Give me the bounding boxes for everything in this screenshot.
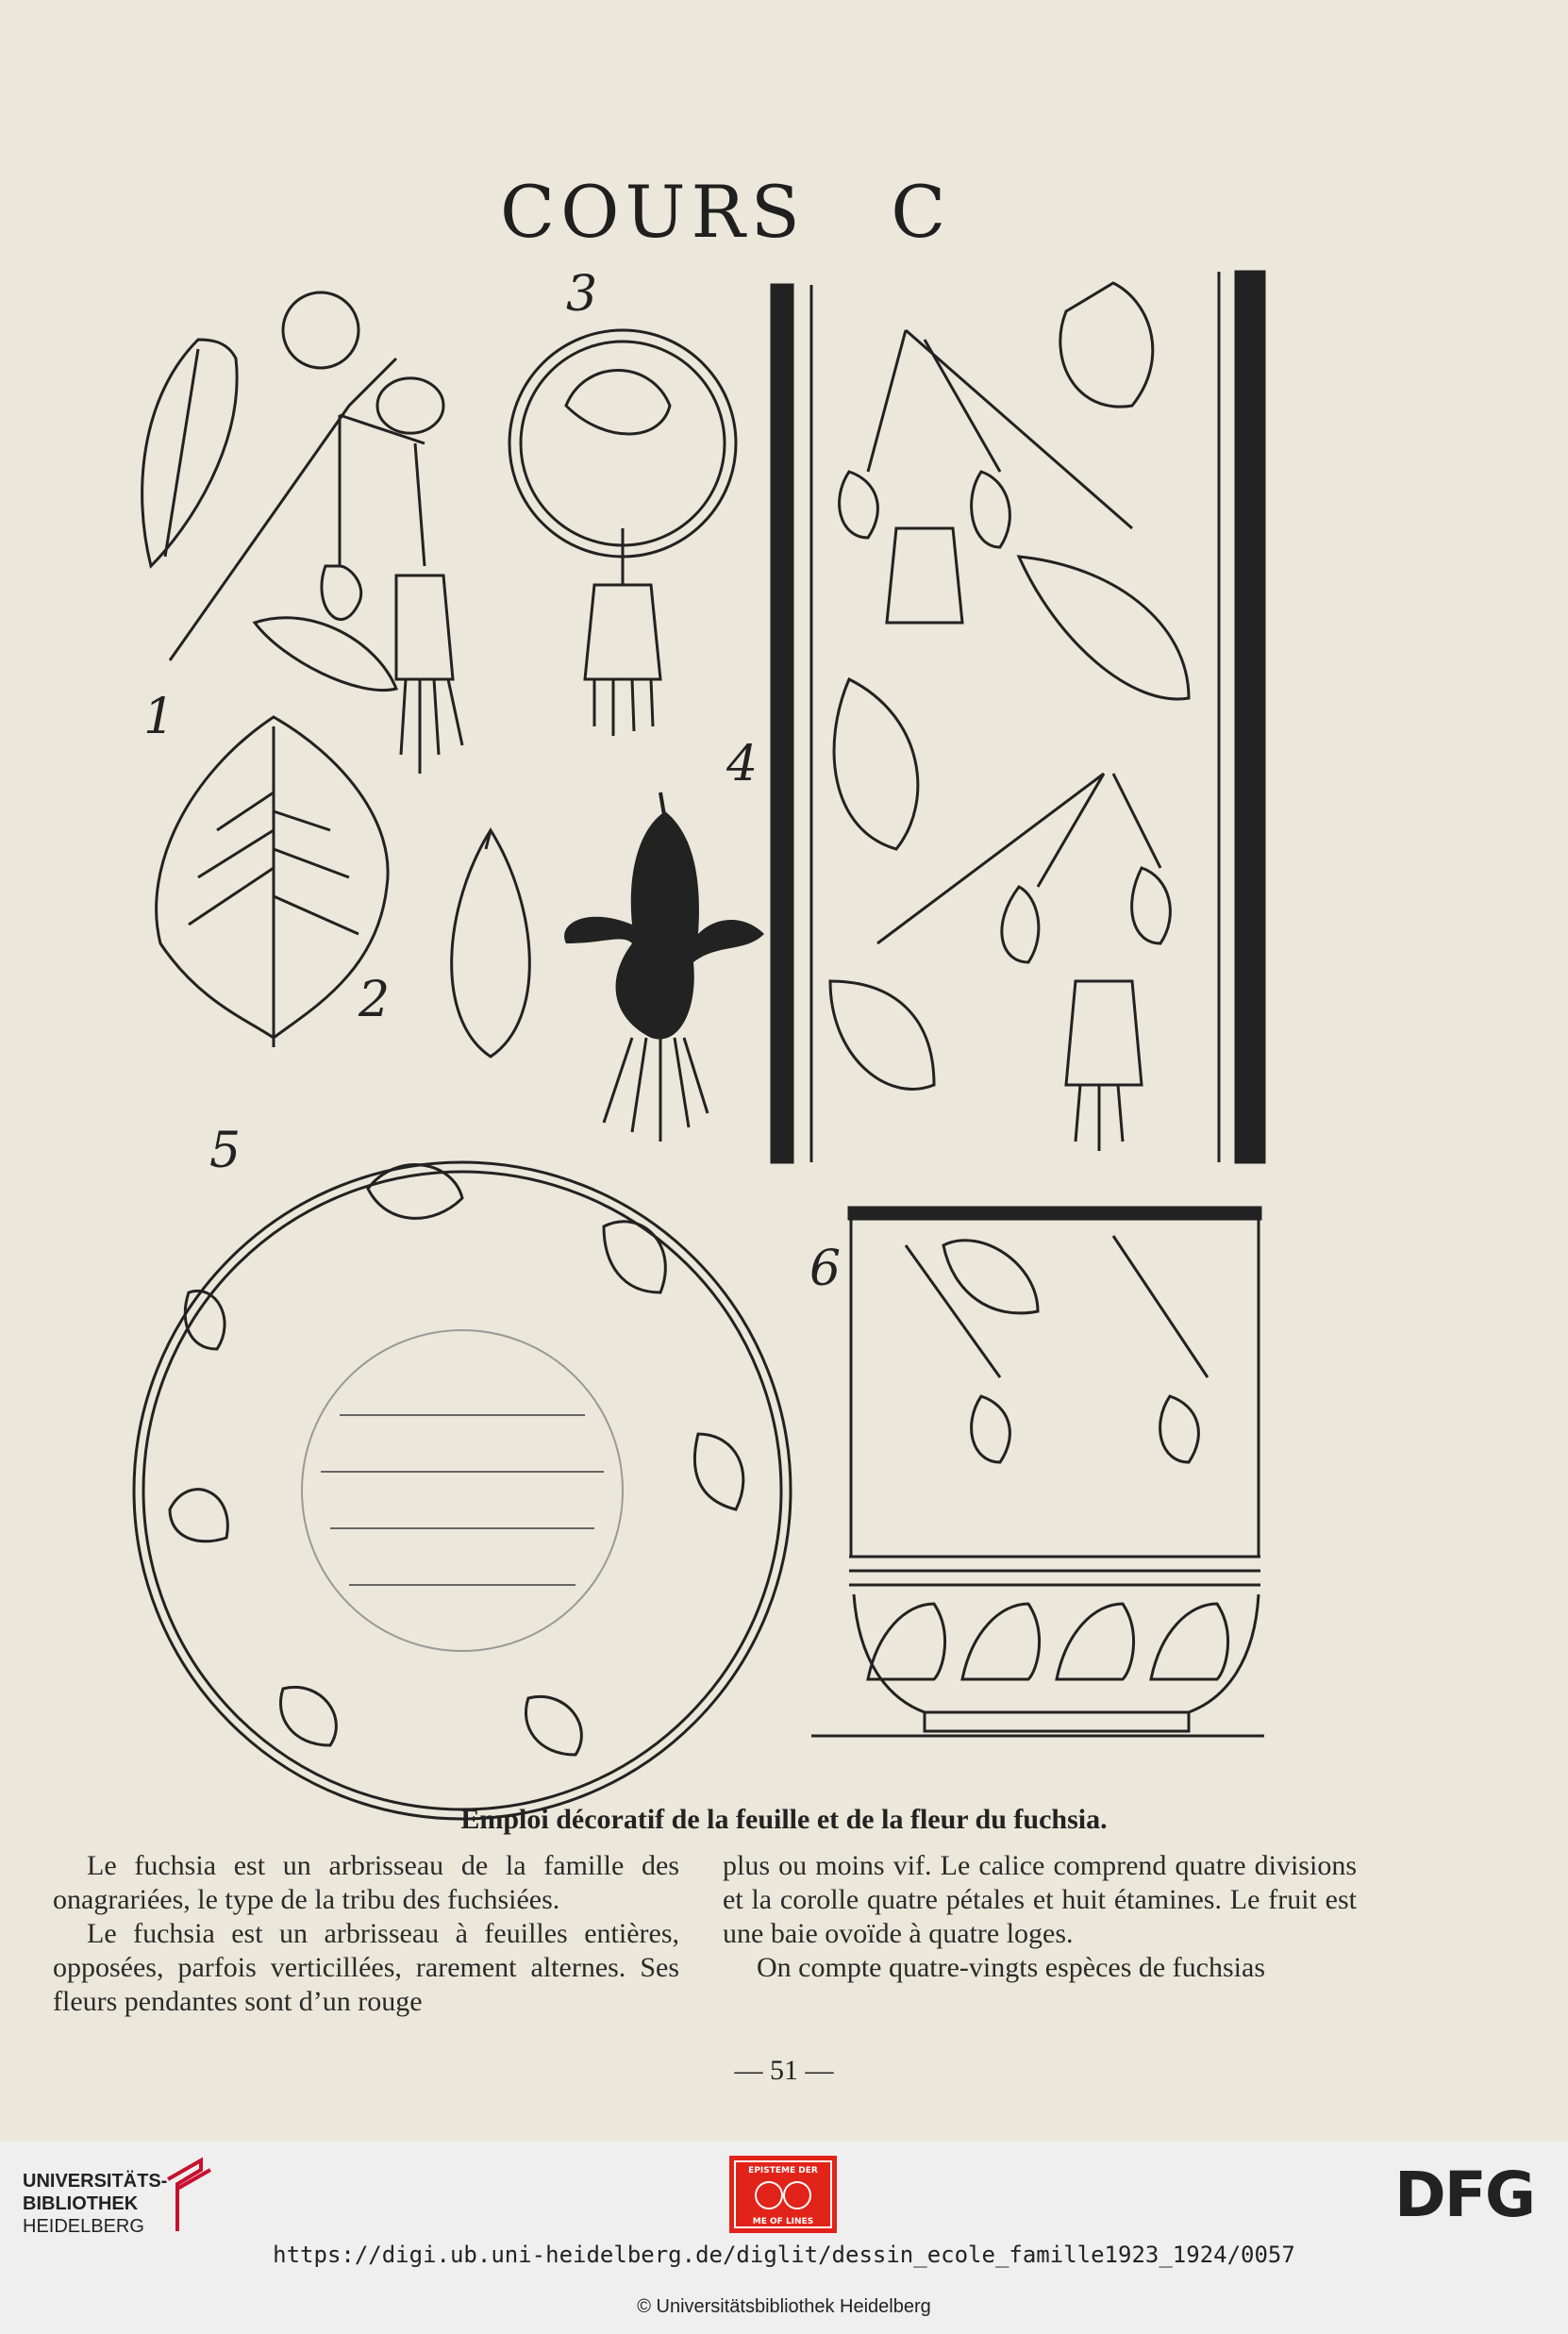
epi-logo-top-text: EPISTEME DER <box>748 2166 818 2176</box>
figure-1-branch-drawing <box>142 292 462 774</box>
figure-label-1: 1 <box>143 689 175 745</box>
figure-2-leaf-drawing <box>157 717 530 1057</box>
right-text-column <box>723 1849 1357 1985</box>
copyright-notice: © Universitätsbibliothek Heidelberg <box>637 2296 931 2317</box>
epistemes-logo-icon <box>729 2156 837 2233</box>
epi-logo-bottom-text: ME OF LINES <box>752 2217 814 2226</box>
paragraph: On compte quatre-vingts espèces de fuchsias <box>757 1952 1265 1983</box>
figure-caption: Emploi décoratif de la feuille et de la fleur du fuchsia. <box>460 1804 1108 1835</box>
figure-label-3: 3 <box>566 266 598 323</box>
figure-3-roundel-drawing <box>509 330 736 736</box>
page-number: — 51 — <box>734 2055 834 2086</box>
figure-label-6: 6 <box>809 1241 842 1297</box>
figure-6-bowl-drawing <box>811 1208 1264 1736</box>
figure-2-flower-silhouette <box>564 792 764 1040</box>
paragraph: Le fuchsia est un arbrisseau de la famille des onagrariées, le type de la tribu des fuchsiées. <box>53 1850 679 1915</box>
permalink-url[interactable]: https://digi.ub.uni-heidelberg.de/diglit/dessin_ecole_famille1923_1924/0057 <box>273 2242 1295 2268</box>
paragraph: Le fuchsia est un arbrisseau à feuilles entières, opposées, parfois verticillées, rarement alternes. Ses fleurs pendantes sont d’un rouge <box>53 1918 679 2017</box>
paragraph: plus ou moins vif. Le calice comprend quatre divisions et la corolle quatre pétales et huit étamines. Le fruit est une baie ovoïde à quatre loges. <box>723 1850 1357 1949</box>
library-line-3: HEIDELBERG <box>23 2216 144 2237</box>
epistemes-logo[interactable] <box>729 2156 837 2233</box>
library-logo-icon[interactable] <box>158 2151 215 2236</box>
figure-label-5: 5 <box>209 1123 242 1179</box>
figure-2-stamens <box>604 1038 708 1142</box>
dfg-logo[interactable]: DFG <box>1394 2159 1535 2231</box>
figure-4-border-panel <box>772 272 1264 1162</box>
library-logo-text[interactable] <box>23 2170 167 2238</box>
figure-label-2: 2 <box>359 972 391 1028</box>
page-title: COURS C <box>500 170 952 254</box>
library-line-1: UNIVERSITÄTS- <box>23 2171 168 2192</box>
figure-5-plate-drawing <box>134 1162 791 1819</box>
figure-label-4: 4 <box>726 736 759 792</box>
left-text-column <box>53 1849 679 2019</box>
library-line-2: BIBLIOTHEK <box>23 2193 139 2214</box>
